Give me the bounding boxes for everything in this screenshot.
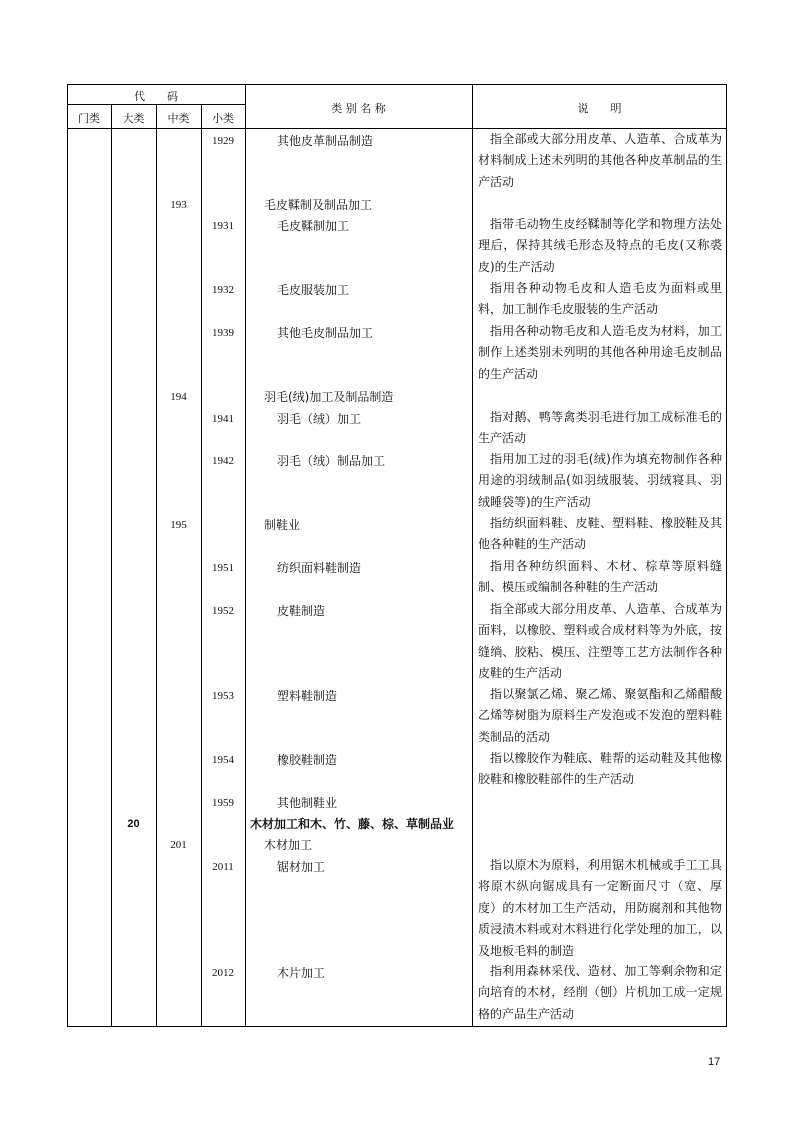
- category-name: 纺织面料鞋制造: [277, 561, 362, 575]
- category-name: 塑料鞋制造: [277, 689, 338, 703]
- table-divider: [111, 104, 112, 1027]
- category-description: 指用各种纺织面料、木材、棕草等原料缝制、模压或编制各种鞋的生产活动: [478, 559, 722, 595]
- code-xiaolei: 1953: [212, 690, 234, 702]
- category-description: 指带毛动物生皮经鞣制等化学和物理方法处理后，保持其绒毛形态及特点的毛皮(又称裘皮)的生产活动: [478, 217, 722, 274]
- code-xiaolei: 2012: [212, 967, 234, 979]
- category-description: 指用各种动物毛皮和人造毛皮为面料或里料，加工制作毛皮服装的生产活动: [478, 281, 722, 317]
- code-dalei: 20: [127, 818, 140, 830]
- code-xiaolei: 1929: [212, 135, 234, 147]
- category-description: 指全部或大部分用皮革、人造革、合成革为材料制成上述未列明的其他各种皮革制品的生产活动: [478, 132, 722, 189]
- category-name: 毛皮服装加工: [277, 283, 350, 297]
- header-category-name: 类 别 名 称: [331, 102, 386, 115]
- code-xiaolei: 1952: [212, 605, 234, 617]
- table-divider: [67, 104, 245, 105]
- table-divider: [156, 104, 157, 1027]
- code-zhonglei: 201: [170, 839, 187, 851]
- category-name: 羽毛(绒)加工及制品制造: [264, 390, 394, 404]
- category-description: 指利用森林采伐、造材、加工等剩余物和定向培育的木材，经削（刨）片机加工成一定规格的产品生产活动: [478, 964, 722, 1021]
- code-xiaolei: 1959: [212, 797, 234, 809]
- code-zhonglei: 194: [170, 391, 187, 403]
- category-name: 制鞋业: [264, 518, 301, 532]
- category-name: 毛皮鞣制及制品加工: [264, 198, 373, 212]
- category-name: 毛皮鞣制加工: [277, 219, 350, 233]
- category-name: 木材加工: [264, 838, 313, 852]
- category-description: 指以聚氯乙烯、聚乙烯、聚氨酯和乙烯醋酸乙烯等树脂为原料生产发泡或不发泡的塑料鞋类制品的活动: [478, 687, 722, 744]
- header-dalei: 大类: [122, 112, 145, 125]
- category-name: 羽毛（绒）制品加工: [277, 454, 386, 468]
- category-name: 木片加工: [277, 966, 326, 980]
- code-xiaolei: 1931: [212, 220, 234, 232]
- code-xiaolei: 1954: [212, 754, 234, 766]
- header-xiaolei: 小类: [212, 112, 234, 125]
- category-name: 其他皮革制品制造: [277, 134, 374, 148]
- table-divider: [245, 84, 246, 1027]
- category-name: 其他毛皮制品加工: [277, 326, 374, 340]
- header-menlei: 门类: [78, 112, 100, 125]
- category-description: 指用加工过的羽毛(绒)作为填充物制作各种用途的羽绒制品(如羽绒服装、羽绒寝具、羽绒睡袋等)的生产活动: [478, 452, 722, 509]
- category-description: 指全部或大部分用皮革、人造革、合成革为面料，以橡胶、塑料或合成材料等为外底，按缝绱、胶粘、模压、注塑等工艺方法制作各种皮鞋的生产活动: [478, 602, 722, 681]
- category-name: 锯材加工: [277, 860, 326, 874]
- category-name: 橡胶鞋制造: [277, 753, 338, 767]
- category-name: 其他制鞋业: [277, 796, 338, 810]
- category-description: 指对鹅、鸭等禽类羽毛进行加工成标准毛的生产活动: [478, 410, 722, 446]
- header-zhonglei: 中类: [167, 112, 190, 125]
- code-xiaolei: 1951: [212, 562, 234, 574]
- code-xiaolei: 2011: [212, 861, 234, 873]
- code-zhonglei: 193: [170, 199, 187, 211]
- category-description: 指纺织面料鞋、皮鞋、塑料鞋、橡胶鞋及其他各种鞋的生产活动: [478, 516, 722, 552]
- category-description: 指以橡胶作为鞋底、鞋帮的运动鞋及其他橡胶鞋和橡胶鞋部件的生产活动: [478, 751, 722, 787]
- code-xiaolei: 1932: [212, 284, 234, 296]
- category-description: 指以原木为原料，利用锯木机械或手工工具将原木纵向锯成具有一定断面尺寸（宽、厚度）的木材加工生产活动，用防腐剂和其他物质浸渍木料或对木料进行化学处理的加工，以及地板毛料的制造: [478, 858, 722, 958]
- code-xiaolei: 1941: [212, 413, 234, 425]
- category-name: 皮鞋制造: [277, 604, 326, 618]
- code-xiaolei: 1939: [212, 327, 234, 339]
- code-xiaolei: 1942: [212, 455, 234, 467]
- code-zhonglei: 195: [170, 519, 187, 531]
- header-code-group: 代 码: [134, 90, 178, 103]
- table-divider: [472, 84, 473, 1027]
- category-name: 木材加工和木、竹、藤、棕、草制品业: [250, 817, 455, 831]
- category-name: 羽毛（绒）加工: [277, 412, 362, 426]
- page-number: 17: [708, 1056, 721, 1068]
- header-description: 说 明: [577, 102, 622, 115]
- category-description: 指用各种动物毛皮和人造毛皮为材料，加工制作上述类别未列明的其他各种用途毛皮制品的生产活动: [478, 324, 722, 381]
